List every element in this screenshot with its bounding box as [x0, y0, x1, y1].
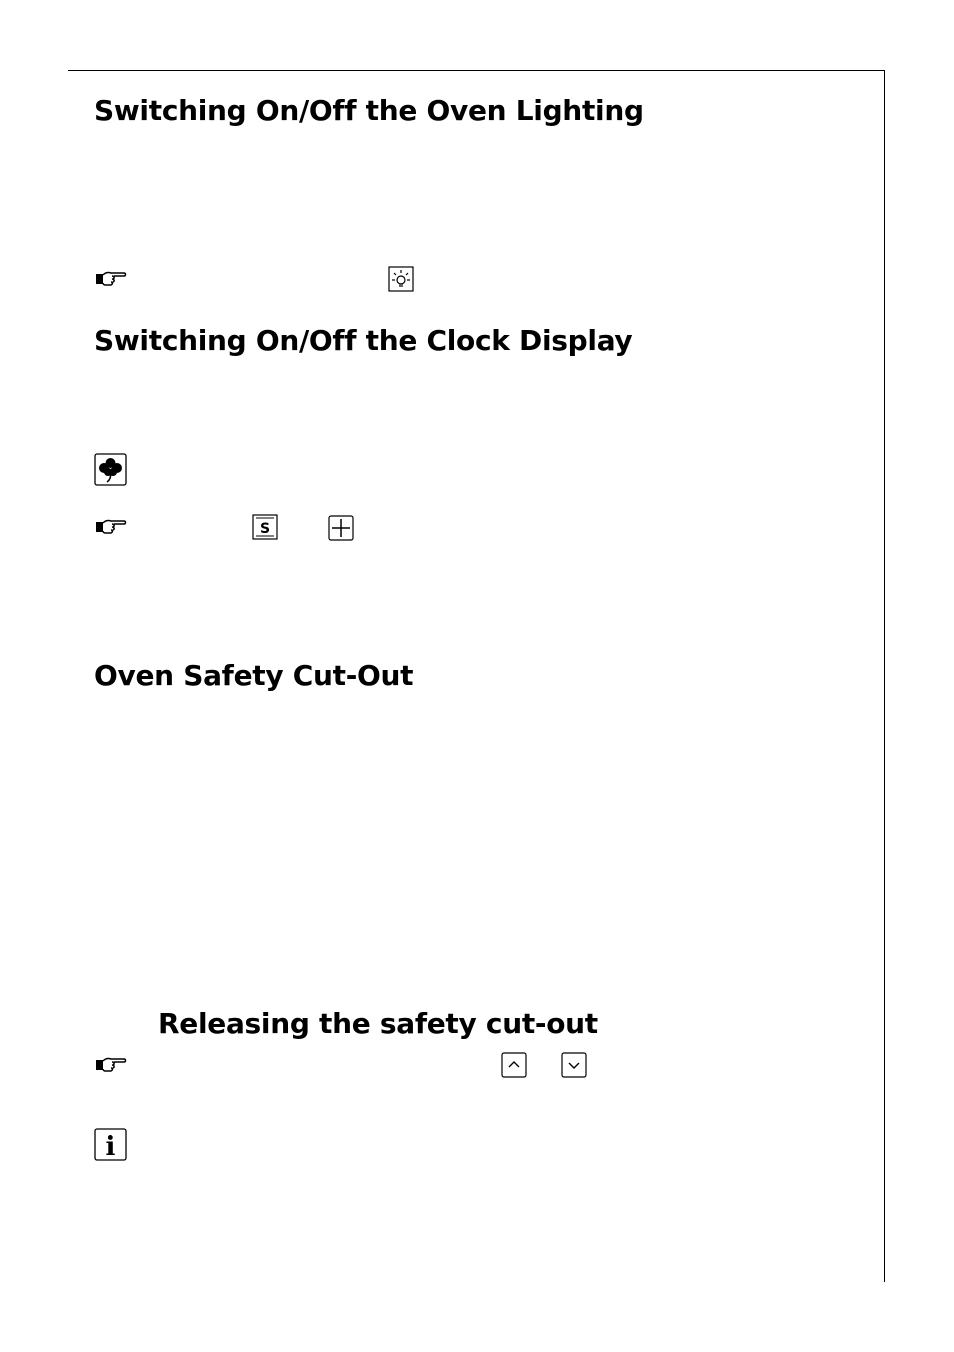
info-icon [94, 1128, 127, 1161]
top-rule [68, 70, 885, 71]
selector-key-label: S [259, 521, 271, 537]
selector-key-icon [252, 514, 278, 540]
pointing-hand-icon [94, 517, 128, 537]
info-icon-label: i [105, 1132, 116, 1161]
down-arrow-key-icon [561, 1052, 587, 1078]
oven-light-key-icon [388, 266, 414, 292]
pointing-hand-icon [94, 269, 128, 289]
heading-oven-lighting: Switching On/Off the Oven Lighting [94, 94, 644, 127]
up-arrow-key-icon [501, 1052, 527, 1078]
heading-clock-display: Switching On/Off the Clock Display [94, 324, 633, 357]
subheading-release-cutout: Releasing the safety cut-out [158, 1007, 598, 1040]
heading-safety-cutout: Oven Safety Cut-Out [94, 659, 414, 692]
right-rule [884, 70, 885, 1282]
shamrock-icon [94, 453, 127, 486]
pointing-hand-icon [94, 1055, 128, 1075]
plus-key-icon [328, 515, 354, 541]
